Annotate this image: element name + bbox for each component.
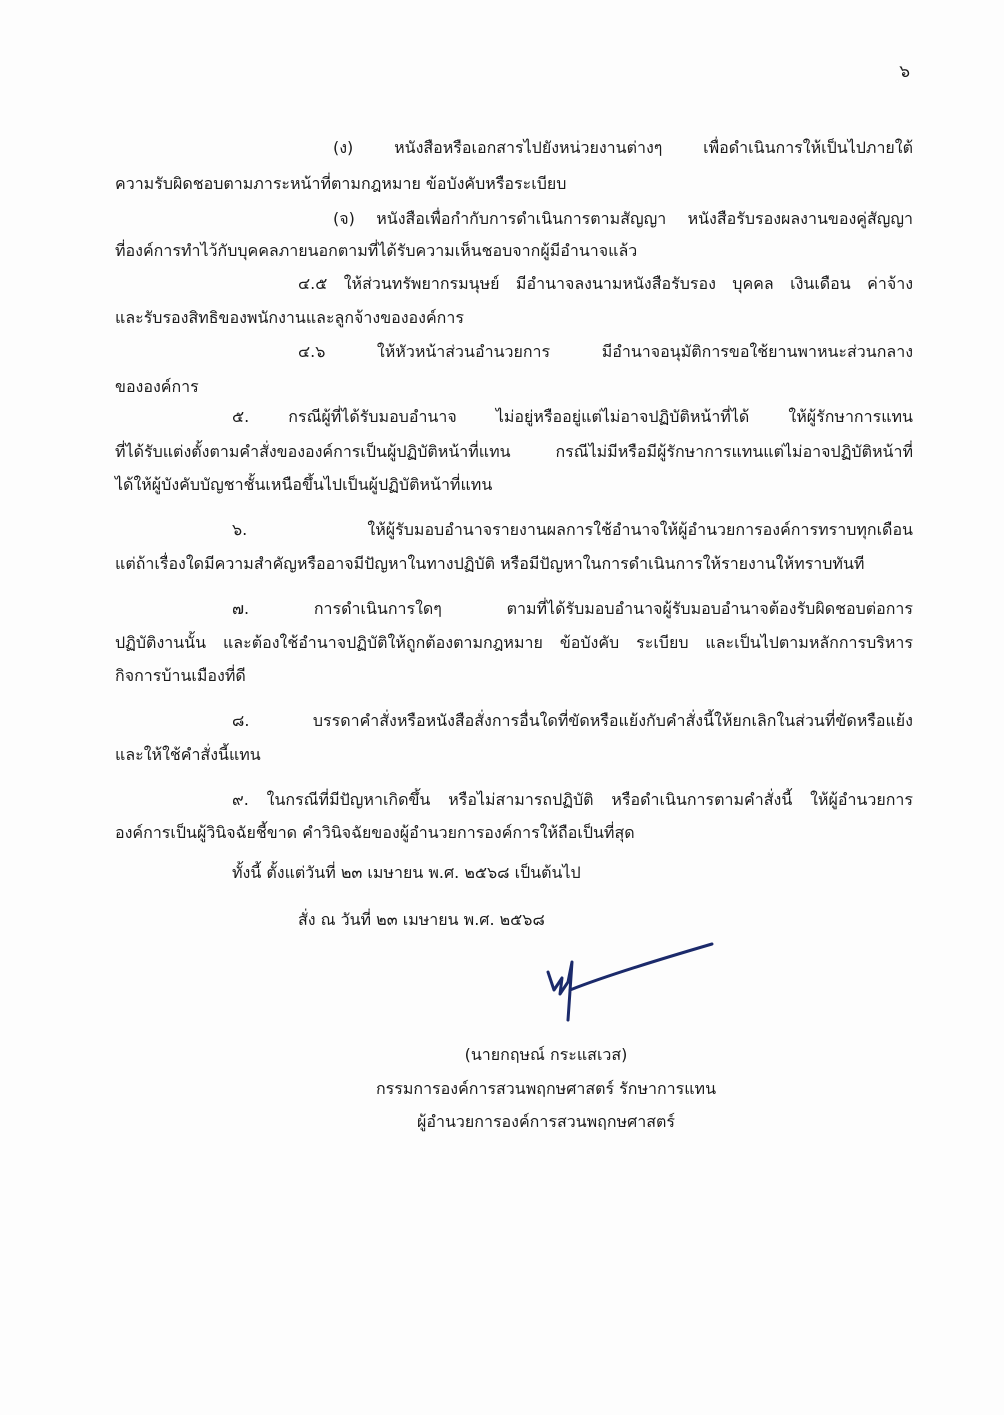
clause-9-line-2: องค์การเป็นผู้วินิจฉัยชี้ขาด คำวินิจฉัยของผู้อำนวยการองค์การให้ถือเป็นที่สุด: [115, 823, 635, 842]
clause-5-line-1: ๕. กรณีผู้ที่ได้รับมอบอำนาจ ไม่อยู่หรืออยู่แต่ไม่อาจปฏิบัติหน้าที่ได้ ให้ผู้รักษาการแทน: [232, 407, 913, 426]
effective-date-line: ทั้งนี้ ตั้งแต่วันที่ ๒๓ เมษายน พ.ศ. ๒๕๖๘ เป็นต้นไป: [232, 863, 581, 882]
clause-4-6-line-1: ๔.๖ ให้หัวหน้าส่วนอำนวยการ มีอำนาจอนุมัติการขอใช้ยานพาหนะส่วนกลาง: [298, 342, 913, 361]
clause-4-5-line-1: ๔.๕ ให้ส่วนทรัพยากรมนุษย์ มีอำนาจลงนามหนังสือรับรอง บุคคล เงินเดือน ค่าจ้าง: [298, 274, 913, 293]
paragraph-ng-line-2: ความรับผิดชอบตามภาระหน้าที่ตามกฎหมาย ข้อบังคับหรือระเบียบ: [115, 174, 567, 193]
clause-8-line-1: ๘. บรรดาคำสั่งหรือหนังสือสั่งการอื่นใดที่ขัดหรือแย้งกับคำสั่งนี้ให้ยกเลิกในส่วนที่ขัดหรือแย้ง: [232, 711, 913, 730]
clause-5-line-3: ได้ให้ผู้บังคับบัญชาชั้นเหนือขึ้นไปเป็นผู้ปฏิบัติหน้าที่แทน: [115, 475, 493, 494]
clause-4-6-line-2: ขององค์การ: [115, 377, 199, 396]
handwritten-signature-icon: [540, 938, 720, 1028]
clause-5-line-2: ที่ได้รับแต่งตั้งตามคำสั่งขององค์การเป็นผู้ปฏิบัติหน้าที่แทน กรณีไม่มีหรือมีผู้รักษาการแทนแต่ไม่อาจปฏิบัติหน้าที่: [115, 442, 913, 461]
paragraph-ng-line-1: (ง) หนังสือหรือเอกสารไปยังหน่วยงานต่างๆ เพื่อดำเนินการให้เป็นไปภายใต้: [333, 138, 913, 157]
clause-7-line-3: กิจการบ้านเมืองที่ดี: [115, 666, 246, 685]
clause-6-line-1: ๖. ให้ผู้รับมอบอำนาจรายงานผลการใช้อำนาจให้ผู้อำนวยการองค์การทราบทุกเดือน: [232, 520, 913, 539]
signer-name: (นายกฤษณ์ กระแสเวส): [464, 1045, 628, 1064]
clause-9-line-1: ๙. ในกรณีที่มีปัญหาเกิดขึ้น หรือไม่สามารถปฏิบัติ หรือดำเนินการตามคำสั่งนี้ ให้ผู้อำนวยการ: [232, 790, 913, 809]
signer-position-2: ผู้อำนวยการองค์การสวนพฤกษศาสตร์: [417, 1112, 675, 1131]
clause-7-line-2: ปฏิบัติงานนั้น และต้องใช้อำนาจปฏิบัติให้ถูกต้องตามกฎหมาย ข้อบังคับ ระเบียบ และเป็นไปตามหลักการบริหาร: [115, 633, 913, 652]
clause-7-line-1: ๗. การดำเนินการใดๆ ตามที่ได้รับมอบอำนาจผู้รับมอบอำนาจต้องรับผิดชอบต่อการ: [232, 599, 913, 618]
signer-position-1: กรรมการองค์การสวนพฤกษศาสตร์ รักษาการแทน: [375, 1079, 717, 1098]
page-number: ๖: [899, 62, 910, 82]
clause-6-line-2: แต่ถ้าเรื่องใดมีความสำคัญหรืออาจมีปัญหาในทางปฏิบัติ หรือมีปัญหาในการดำเนินการให้รายงานให้ทราบทันที: [115, 554, 865, 573]
paragraph-jo-line-2: ที่องค์การทำไว้กับบุคคลภายนอกตามที่ได้รับความเห็นชอบจากผู้มีอำนาจแล้ว: [115, 241, 638, 260]
clause-8-line-2: และให้ใช้คำสั่งนี้แทน: [115, 745, 261, 764]
clause-4-5-line-2: และรับรองสิทธิของพนักงานและลูกจ้างขององค์การ: [115, 308, 464, 327]
order-date-line: สั่ง ณ วันที่ ๒๓ เมษายน พ.ศ. ๒๕๖๘: [298, 910, 545, 929]
paragraph-jo-line-1: (จ) หนังสือเพื่อกำกับการดำเนินการตามสัญญา หนังสือรับรองผลงานของคู่สัญญา: [333, 209, 913, 228]
